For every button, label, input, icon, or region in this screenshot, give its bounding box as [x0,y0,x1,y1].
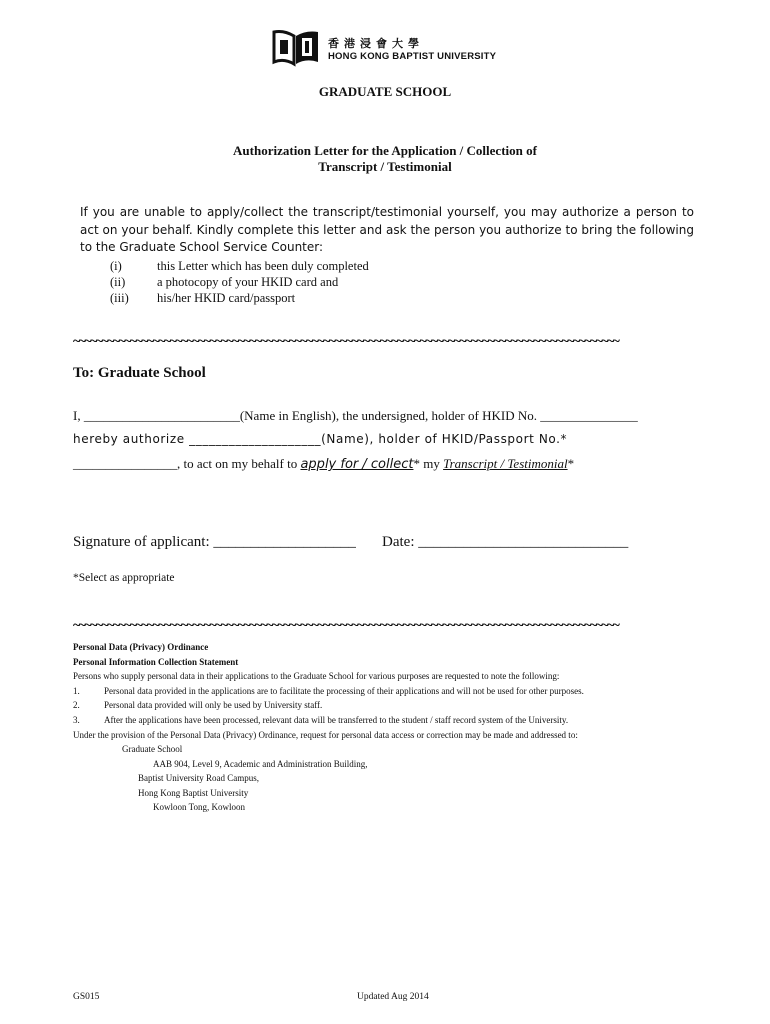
form-line-purpose [73,456,574,472]
privacy-item-number: 1. [73,686,80,696]
addressee: To: Graduate School [73,365,206,381]
purpose-blank[interactable]: ________________, to act on my behalf to [73,456,301,471]
list-item-text: this Letter which has been duly completed [157,259,369,273]
privacy-closing: Under the provision of the Personal Data (Privacy) Ordinance, request for personal data access or correction may be made and addressed to: [73,730,578,740]
separator-top: ~~~~~~~~~~~~~~~~~~~~~~~~~~~~~~~~~~~~~~~~~~~~~~~~~~~~~~~~~~~~~~~~~~~~~~~~~~~~~~~~~~~~~~~~~~~~~~~~ [73,334,619,349]
address-line: AAB 904, Level 9, Academic and Administration Building, [153,759,368,769]
privacy-item [73,700,322,710]
list-item-text: his/her HKID card/passport [157,291,296,305]
privacy-item-text: Personal data provided in the applications are to facilitate the processing of their applications and will not be used for other purposes. [104,686,584,696]
hkbu-emblem-icon [270,28,324,72]
privacy-item-number: 3. [73,715,80,725]
privacy-subtitle: Personal Information Collection Statement [73,657,239,667]
privacy-item-text: Personal data provided will only be used by University staff. [104,700,323,710]
logo-chinese-name: 香港浸會大學 [328,37,424,50]
address-line: Graduate School [122,744,183,754]
privacy-item [73,686,584,696]
list-item-text: a photocopy of your HKID card and [157,275,339,289]
title-line-2: Transcript / Testimonial [318,159,452,174]
list-item-number: (iii) [110,291,129,305]
list-item-number: (i) [110,259,122,273]
privacy-intro: Persons who supply personal data in their applications to the Graduate School for various purposes are requested to note the following: [73,671,560,681]
separator-bottom: ~~~~~~~~~~~~~~~~~~~~~~~~~~~~~~~~~~~~~~~~~~~~~~~~~~~~~~~~~~~~~~~~~~~~~~~~~~~~~~~~~~~~~~~~~~~~~~~~ [73,618,619,633]
form-line-name [73,408,638,424]
transcript-testimonial-option[interactable]: Transcript / Testimonial [443,456,568,471]
form-line-authorize[interactable]: hereby authorize ____________________(Name), holder of HKID/Passport No.* [73,432,568,446]
list-item-number: (ii) [110,275,126,289]
signature-field[interactable]: Signature of applicant: ___________________ [73,534,356,550]
school-heading: GRADUATE SCHOOL [318,84,452,99]
address-line: Hong Kong Baptist University [138,788,249,798]
asterisk: * [567,456,575,471]
privacy-item-number: 2. [73,700,80,710]
university-logo [270,28,510,72]
name-blank[interactable]: I, ________________________ [73,408,240,423]
privacy-item-text: After the applications have been processed, relevant data will be transferred to the student / staff record system of the University. [104,715,569,725]
purpose-text: * my [413,456,444,471]
apply-collect-option[interactable]: apply for / collect [300,457,414,472]
address-line: Kowloon Tong, Kowloon [153,802,245,812]
privacy-item [73,715,568,725]
updated-date: Updated Aug 2014 [357,992,429,1002]
date-field[interactable]: Date: ____________________________ [382,534,629,550]
intro-paragraph: If you are unable to apply/collect the transcript/testimonial yourself, you may authorize a person to act on your behalf. Kindly complete this letter and ask the person you authorize to bring the following to the Graduate School Service Counter: [80,205,694,254]
privacy-title: Personal Data (Privacy) Ordinance [73,642,209,652]
address-line: Baptist University Road Campus, [138,773,259,783]
form-code: GS015 [73,992,100,1002]
title-line-1: Authorization Letter for the Application / Collection of [233,143,537,158]
logo-english-name: HONG KONG BAPTIST UNIVERSITY [328,51,497,62]
select-note: *Select as appropriate [73,572,175,584]
name-label: (Name in English), the undersigned, holder of HKID No. _______________ [239,408,638,423]
